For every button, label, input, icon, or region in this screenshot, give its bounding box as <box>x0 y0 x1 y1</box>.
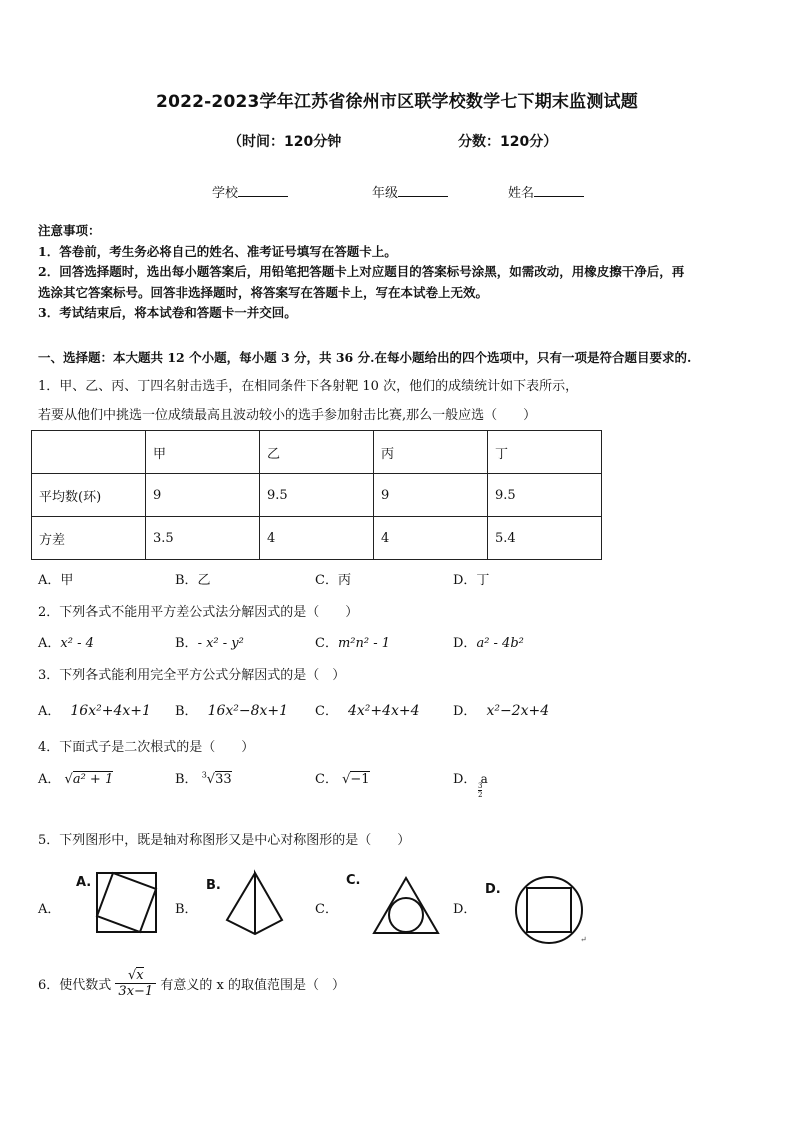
q2-option-b[interactable] <box>175 632 244 651</box>
q1-option-a[interactable]: A．甲 <box>38 573 74 588</box>
table-cell: 9.5 <box>488 474 602 517</box>
q6-stem-post: 有意义的 x 的取值范围是（ ） <box>160 978 345 993</box>
radical-icon: √ <box>127 968 137 983</box>
option-letter: A． <box>38 704 61 719</box>
option-letter: B． <box>175 636 198 651</box>
q3-expr-c: 4x²+4x+4 <box>347 703 420 719</box>
q2-expr-b: - x² - y² <box>197 636 244 651</box>
table-header: 丙 <box>374 431 488 474</box>
table-header: 丁 <box>488 431 602 474</box>
option-letter: D． <box>453 772 477 787</box>
table-cell: 9 <box>146 474 260 517</box>
q4-stem: 4．下面式子是二次根式的是（ ） <box>38 740 255 755</box>
figure-c-label: C. <box>346 873 361 888</box>
score-table <box>31 430 602 560</box>
radical-icon: √ <box>206 772 216 787</box>
q4-expr-d: a <box>480 772 488 786</box>
radical-index: 3 <box>201 770 207 780</box>
fraction-numerator-value: x <box>136 968 144 983</box>
option-letter: C． <box>315 704 338 719</box>
q6-fraction <box>115 968 156 999</box>
exam-time: （时间：120分钟 <box>228 134 342 150</box>
option-letter: D． <box>453 636 477 651</box>
fraction-denominator: 2 <box>478 791 483 799</box>
kite-figure <box>226 872 284 936</box>
table-row <box>32 474 602 517</box>
notes-heading: 注意事项： <box>38 223 101 238</box>
fraction-numerator: 3 <box>478 782 483 790</box>
radical-icon: √ <box>342 772 351 787</box>
grade-blank[interactable] <box>398 184 448 197</box>
q5-option-d[interactable]: D． <box>453 902 477 917</box>
triangle-with-circle-figure <box>372 876 440 936</box>
fraction-numerator <box>115 968 156 984</box>
notes-line-2a: 2．回答选择题时，选出每小题答案后，用铅笔把答题卡上对应题目的答案标号涂黑，如需改动，用橡皮擦干净后，再 <box>38 264 685 279</box>
option-letter: B． <box>175 704 198 719</box>
option-letter: A． <box>38 772 61 787</box>
q2-option-d[interactable] <box>453 632 524 651</box>
table-cell: 9 <box>374 474 488 517</box>
option-letter: D． <box>453 704 477 719</box>
q2-expr-d: a² - 4b² <box>476 636 524 651</box>
grade-field <box>372 182 448 201</box>
q5-option-b[interactable]: B． <box>175 902 198 917</box>
q3-option-a[interactable] <box>38 700 151 719</box>
exam-score: 分数：120分） <box>458 134 558 150</box>
q5-option-a[interactable]: A． <box>38 902 61 917</box>
table-cell: 平均数(环) <box>32 474 146 517</box>
q4-option-b[interactable] <box>175 768 232 787</box>
q4-expr-a: a² + 1 <box>72 772 114 787</box>
q4-option-d[interactable] <box>453 768 488 787</box>
figure-d-label: D. <box>485 882 501 897</box>
section-heading: 一、选择题：本大题共 12 个小题，每小题 3 分，共 36 分.在每小题给出的四个选项中，只有一项是符合题目要求的. <box>38 350 692 365</box>
table-header: 乙 <box>260 431 374 474</box>
table-cell: 9.5 <box>260 474 374 517</box>
school-label: 学校 <box>212 186 239 201</box>
school-blank[interactable] <box>238 184 288 197</box>
q1-option-c[interactable]: C．丙 <box>315 573 351 588</box>
q3-expr-a: 16x²+4x+1 <box>70 703 151 719</box>
q1-stem-line2: 若要从他们中挑选一位成绩最高且波动较小的选手参加射击比赛,那么一般应选（ ） <box>38 408 537 423</box>
square-in-circle-figure <box>514 876 586 946</box>
q1-option-d[interactable]: D．丁 <box>453 573 490 588</box>
name-field <box>508 182 584 201</box>
q3-option-c[interactable] <box>315 700 420 719</box>
square-in-square-figure <box>96 872 158 934</box>
q5-stem: 5．下列图形中，既是轴对称图形又是中心对称图形的是（ ） <box>38 833 411 848</box>
q3-option-b[interactable] <box>175 700 288 719</box>
exam-title: 2022-2023学年江苏省徐州市区联学校数学七下期末监测试题 <box>156 92 638 112</box>
q4-expr-c: −1 <box>350 772 370 787</box>
q6-stem <box>38 968 345 999</box>
radical-icon: √ <box>64 772 73 787</box>
notes-line-3: 3．考试结束后，将本试卷和答题卡一并交回。 <box>38 305 297 320</box>
q2-option-c[interactable] <box>315 632 390 651</box>
option-letter: A． <box>38 636 61 651</box>
q2-stem: 2．下列各式不能用平方差公式法分解因式的是（ ） <box>38 605 359 620</box>
q3-stem: 3．下列各式能利用完全平方公式分解因式的是（ ） <box>38 668 346 683</box>
fraction-denominator: 3x−1 <box>118 984 154 999</box>
table-cell: 3.5 <box>146 517 260 560</box>
q3-expr-b: 16x²−8x+1 <box>207 703 289 719</box>
q4-option-c[interactable] <box>315 768 370 787</box>
notes-line-1: 1．答卷前，考生务必将自己的姓名、准考证号填写在答题卡上。 <box>38 243 397 259</box>
name-label: 姓名 <box>508 186 535 201</box>
q4-option-a[interactable] <box>38 768 113 787</box>
option-letter: C． <box>315 636 338 651</box>
grade-label: 年级 <box>372 186 399 201</box>
q2-expr-c: m²n² - 1 <box>337 636 391 651</box>
q4-d-fraction <box>478 782 482 799</box>
q1-stem-line1: 1．甲、乙、丙、丁四名射击选手，在相同条件下各射靶 10 次，他们的成绩统计如下表所示， <box>38 379 579 394</box>
table-header-row <box>32 431 602 474</box>
option-letter: B． <box>175 772 198 787</box>
table-row <box>32 517 602 560</box>
q1-option-b[interactable]: B．乙 <box>175 573 211 588</box>
q3-option-d[interactable] <box>453 700 549 719</box>
table-cell: 4 <box>374 517 488 560</box>
school-field <box>212 182 288 201</box>
figure-b-label: B. <box>206 878 221 893</box>
table-cell: 4 <box>260 517 374 560</box>
name-blank[interactable] <box>534 184 584 197</box>
q2-option-a[interactable] <box>38 632 94 651</box>
table-cell <box>32 431 146 474</box>
q6-stem-pre: 6．使代数式 <box>38 978 112 993</box>
q5-option-c[interactable]: C． <box>315 902 338 917</box>
notes-block <box>38 221 684 324</box>
q2-expr-a: x² - 4 <box>60 636 94 651</box>
table-cell: 方差 <box>32 517 146 560</box>
table-cell: 5.4 <box>488 517 602 560</box>
return-mark-icon: ↵ <box>580 935 587 944</box>
figure-a-label: A. <box>76 875 92 890</box>
q4-expr-b: 33 <box>215 772 232 787</box>
table-header: 甲 <box>146 431 260 474</box>
q3-expr-d: x²−2x+4 <box>486 703 550 719</box>
option-letter: C． <box>315 772 338 787</box>
notes-line-2b: 选涂其它答案标号。回答非选择题时，将答案写在答题卡上，写在本试卷上无效。 <box>38 284 489 300</box>
